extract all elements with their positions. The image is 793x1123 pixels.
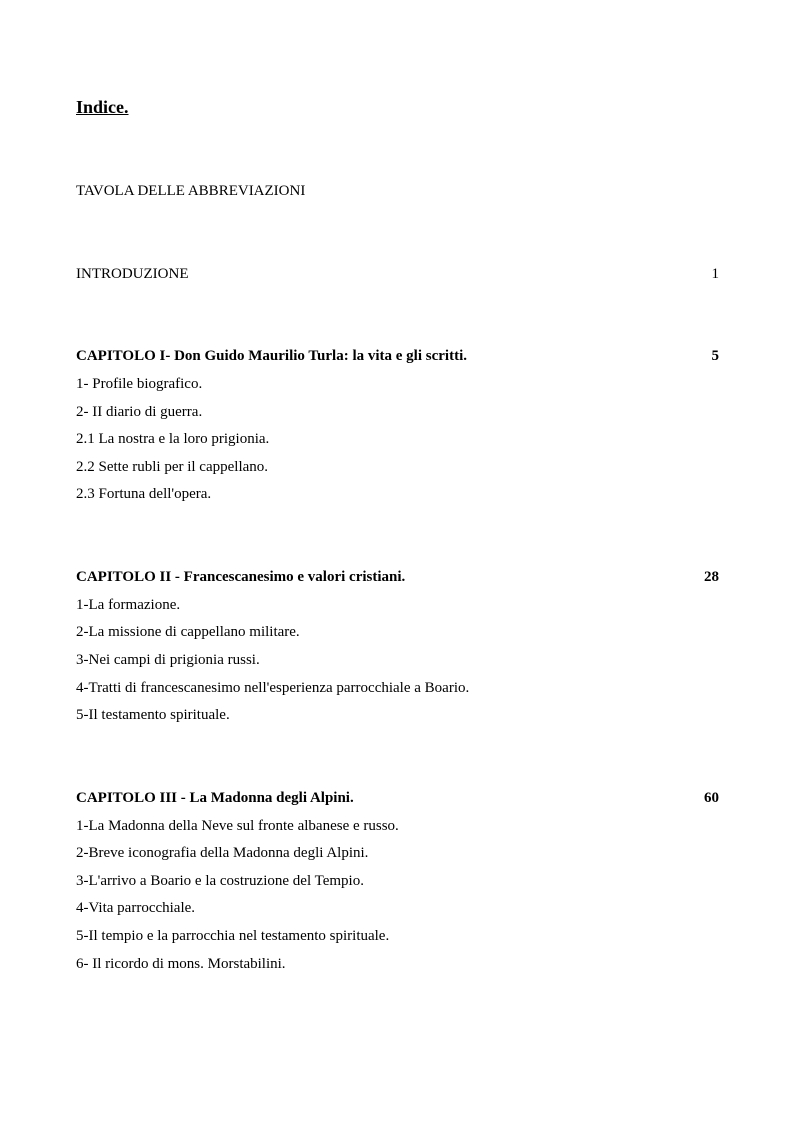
chapter-3-item: 3-L'arrivo a Boario e la costruzione del Tempio.: [76, 873, 364, 889]
chapter-3-page-number: 60: [704, 790, 719, 806]
toc-entry-abbreviations: [76, 181, 719, 201]
index-title: Indice.: [76, 97, 129, 117]
toc-entry-introduction: [76, 264, 719, 284]
chapter-2-item: 2-La missione di cappellano militare.: [76, 624, 300, 640]
chapter-2-item: 4-Tratti di francescanesimo nell'esperienza parrocchiale a Boario.: [76, 680, 470, 696]
chapter-1-page-number: 5: [711, 348, 719, 364]
abbreviations-label: TAVOLA DELLE ABBREVIAZIONI: [76, 183, 306, 199]
introduction-page-number: 1: [711, 266, 719, 282]
chapter-3-item: 2-Breve iconografia della Madonna degli Alpini.: [76, 845, 369, 861]
toc-entry-chapter-3: [76, 788, 719, 808]
chapter-1-item: 2- II diario di guerra.: [76, 404, 203, 420]
chapter-1-item: 1- Profile biografico.: [76, 376, 203, 392]
chapter-3-item: 6- Il ricordo di mons. Morstabilini.: [76, 956, 286, 972]
chapter-3-title: CAPITOLO III - La Madonna degli Alpini.: [76, 790, 354, 806]
chapter-2-title: CAPITOLO II - Francescanesimo e valori cristiani.: [76, 569, 406, 585]
chapter-1-title: CAPITOLO I- Don Guido Maurilio Turla: la vita e gli scritti.: [76, 348, 467, 364]
toc-entry-chapter-2: [76, 567, 719, 587]
chapter-2-page-number: 28: [704, 569, 719, 585]
chapter-1-item: 2.1 La nostra e la loro prigionia.: [76, 431, 270, 447]
chapter-1-item: 2.2 Sette rubli per il cappellano.: [76, 459, 269, 475]
chapter-2-item: 1-La formazione.: [76, 597, 181, 613]
chapter-3-item: 4-Vita parrocchiale.: [76, 900, 196, 916]
introduction-label: INTRODUZIONE: [76, 266, 189, 282]
chapter-1-item: 2.3 Fortuna dell'opera.: [76, 486, 212, 502]
chapter-2-item: 5-Il testamento spirituale.: [76, 707, 230, 723]
chapter-2-item: 3-Nei campi di prigionia russi.: [76, 652, 260, 668]
chapter-3-item: 1-La Madonna della Neve sul fronte albanese e russo.: [76, 818, 399, 834]
chapter-3-item: 5-Il tempio e la parrocchia nel testamento spirituale.: [76, 928, 390, 944]
toc-entry-chapter-1: [76, 346, 719, 366]
